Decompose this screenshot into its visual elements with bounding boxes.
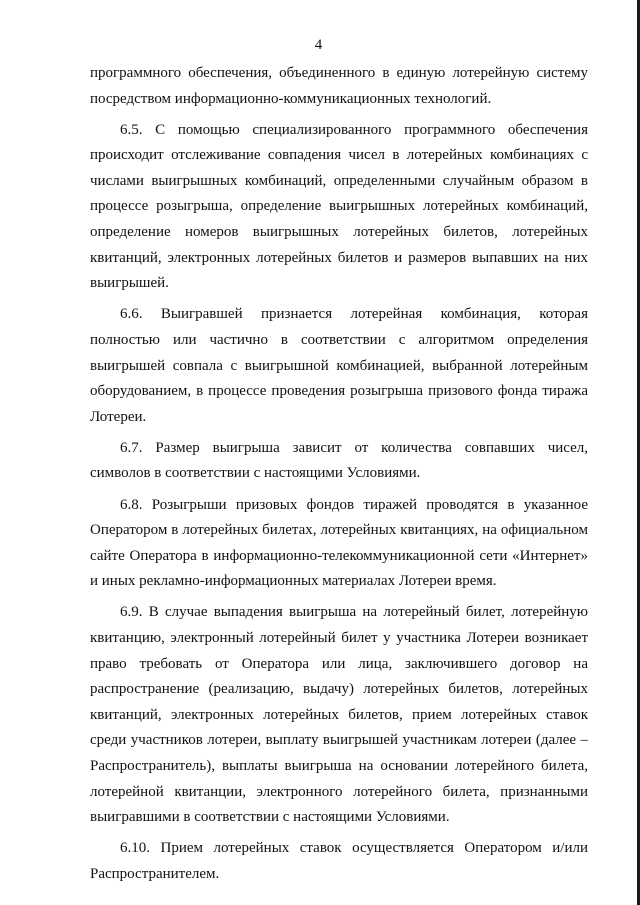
paragraph-6-5: 6.5. С помощью специализированного программного обеспечения происходит отслеживание совпадения чисел в лотерейных комбинациях с числами выигрышных комбинаций, определенными случайным образом в процессе розыгрыша, определение выигрышных лотерейных комбинаций, определение номеров выигрышных лотерейных билетов, лотерейных квитанций, электронных лотерейных билетов и размеров выпавших на них выигрышей.	[90, 121, 588, 292]
paragraph-6-10: 6.10. Прием лотерейных ставок осуществляется Оператором и/или Распространителем.	[90, 840, 588, 882]
paragraph-continuation: программного обеспечения, объединенного в единую лотерейную систему посредством информационно-коммуникационных технологий.	[90, 65, 588, 107]
paragraph-6-9: 6.9. В случае выпадения выигрыша на лотерейный билет, лотерейную квитанцию, электронный лотерейный билет у участника Лотереи возникает право требовать от Оператора или лица, заключившего договор на распространение (реализацию, выдачу) лотерейных билетов, лотерейных квитанций, электронных лотерейных билетов, прием лотерейных ставок среди участников лотереи, выплату выигрышей участникам лотереи (далее – Распространитель), выплаты выигрыша на основании лотерейного билета, лотерейной квитанции, электронного лотерейного билета, признанными выигравшими в соответствии с настоящими Условиями.	[90, 604, 588, 826]
paragraph-6-7: 6.7. Размер выигрыша зависит от количества совпавших чисел, символов в соответствии с настоящими Условиями.	[90, 439, 588, 482]
paragraph-6-8: 6.8. Розыгрыши призовых фондов тиражей проводятся в указанное Оператором в лотерейных билетах, лотерейных квитанциях, на официальном сайте Оператора в информационно-телекоммуникационной сети «Интернет» и иных рекламно-информационных материалах Лотереи время.	[90, 496, 588, 590]
page-number: 4	[314, 37, 323, 53]
paragraph-6-6: 6.6. Выигравшей признается лотерейная комбинация, которая полностью или частично в соответствии с алгоритмом определения выигрышей совпала с выигрышной комбинацией, выбранной лотерейным оборудованием, в процессе проведения розыгрыша призового фонда тиража Лотереи.	[90, 306, 588, 425]
document-body	[90, 61, 588, 887]
